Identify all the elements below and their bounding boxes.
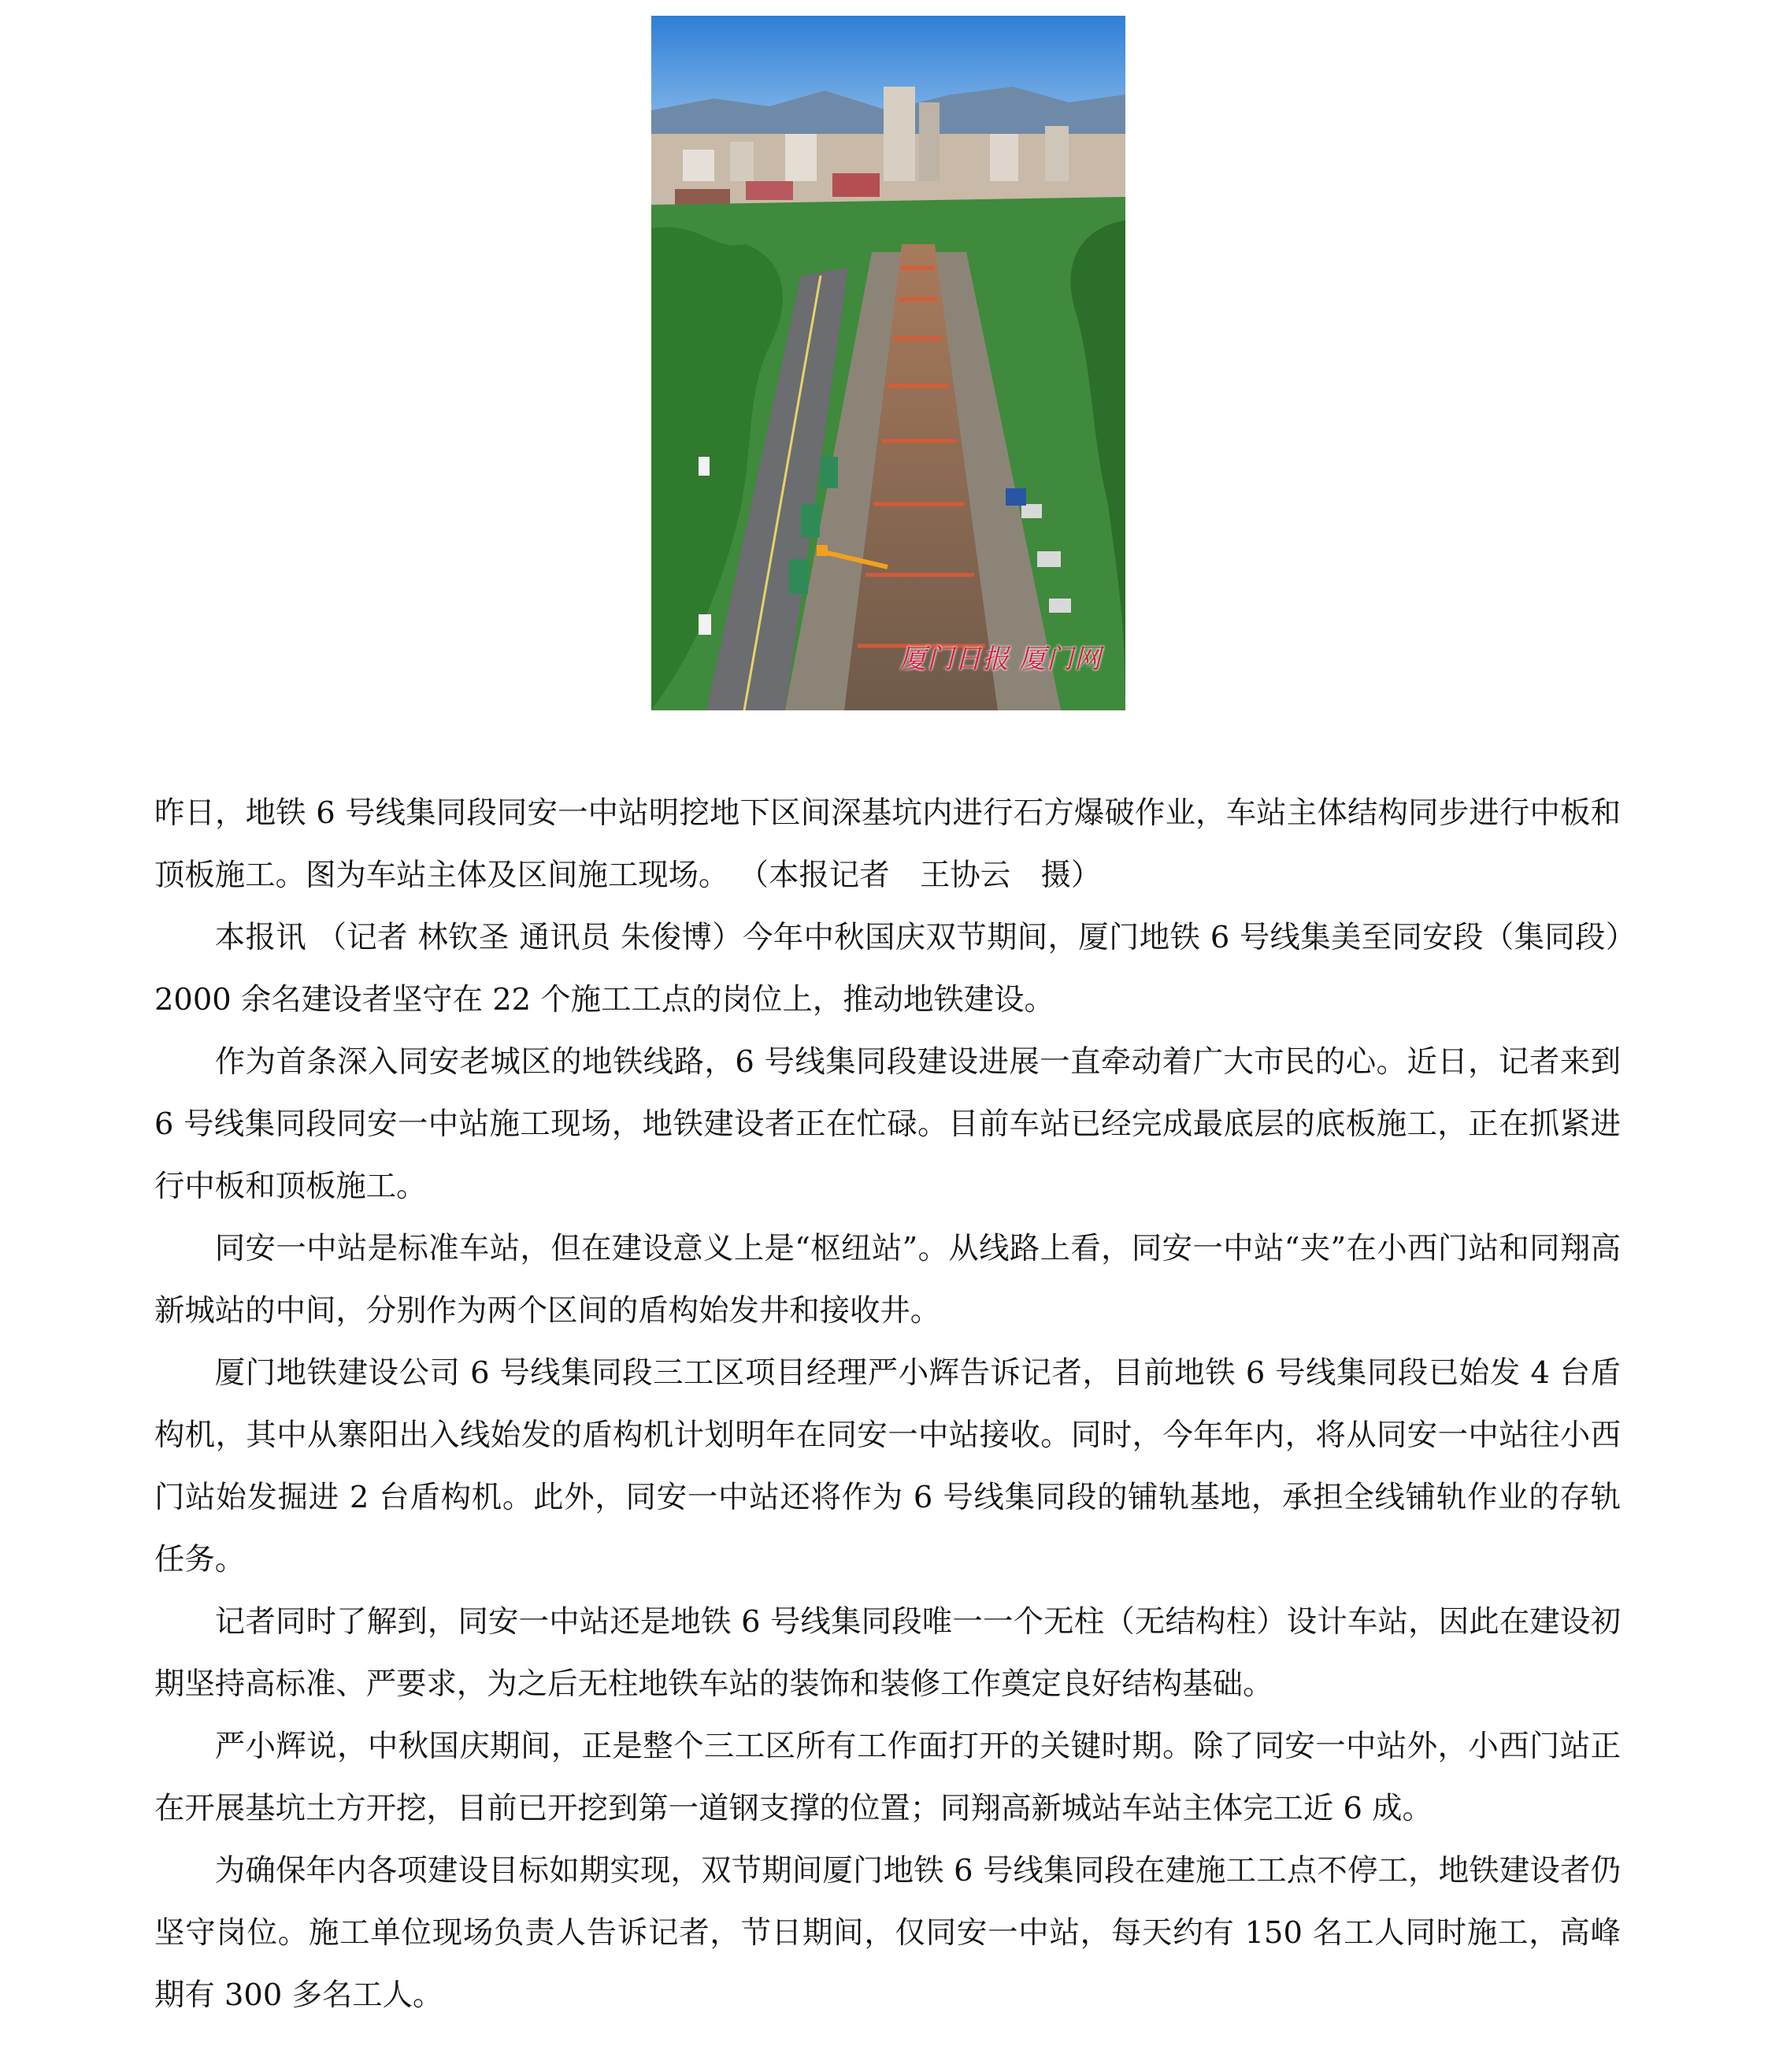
article-paragraph: 本报讯 （记者 林钦圣 通讯员 朱俊博）今年中秋国庆双节期间，厦门地铁 6 号线集美至同安段（集同段）2000 余名建设者坚守在 22 个施工工点的岗位上，推动地铁建设。 <box>154 920 1621 1017</box>
photo-caption: 昨日，地铁 6 号线集同段同安一中站明挖地下区间深基坑内进行石方爆破作业，车站主体结构同步进行中板和顶板施工。图为车站主体及区间施工现场。 （本报记者 王协云 摄） <box>154 795 1621 893</box>
article-paragraph: 作为首条深入同安老城区的地铁线路，6 号线集同段建设进展一直牵动着广大市民的心。近日，记者来到 6 号线集同段同安一中站施工现场，地铁建设者正在忙碌。目前车站已经完成最底层的底板施工，正在抓紧进行中板和顶板施工。 <box>154 1044 1621 1204</box>
article-paragraph: 厦门地铁建设公司 6 号线集同段三工区项目经理严小辉告诉记者，目前地铁 6 号线集同段已始发 4 台盾构机，其中从寨阳出入线始发的盾构机计划明年在同安一中站接收。同时，今年年内，将从同安一中站往小西门站始发掘进 2 台盾构机。此外，同安一中站还将作为 6 号线集同段的铺轨基地，承担全线铺轨作业的存轨任务。 <box>154 1355 1621 1577</box>
article-paragraph: 同安一中站是标准车站，但在建设意义上是“枢纽站”。从线路上看，同安一中站“夹”在小西门站和同翔高新城站的中间，分别作为两个区间的盾构始发井和接收井。 <box>154 1231 1621 1329</box>
article-paragraph: 为确保年内各项建设目标如期实现，双节期间厦门地铁 6 号线集同段在建施工工点不停工，地铁建设者仍坚守岗位。施工单位现场负责人告诉记者，节日期间，仅同安一中站，每天约有 150 名工人同时施工，高峰期有 300 多名工人。 <box>154 1853 1621 2013</box>
article-paragraph: 严小辉说，中秋国庆期间，正是整个三工区所有工作面打开的关键时期。除了同安一中站外，小西门站正在开展基坑土方开挖，目前已开挖到第一道钢支撑的位置；同翔高新城站车站主体完工近 6 成。 <box>154 1729 1621 1826</box>
article-paragraph: 记者同时了解到，同安一中站还是地铁 6 号线集同段唯一一个无柱（无结构柱）设计车站，因此在建设初期坚持高标准、严要求，为之后无柱地铁车站的装饰和装修工作奠定良好结构基础。 <box>154 1604 1621 1702</box>
photo-watermark: 厦门日报 厦门网 <box>899 643 1102 675</box>
aerial-photo-icon <box>651 16 1125 710</box>
article-body <box>154 782 1621 2026</box>
construction-site-photo <box>651 16 1125 710</box>
